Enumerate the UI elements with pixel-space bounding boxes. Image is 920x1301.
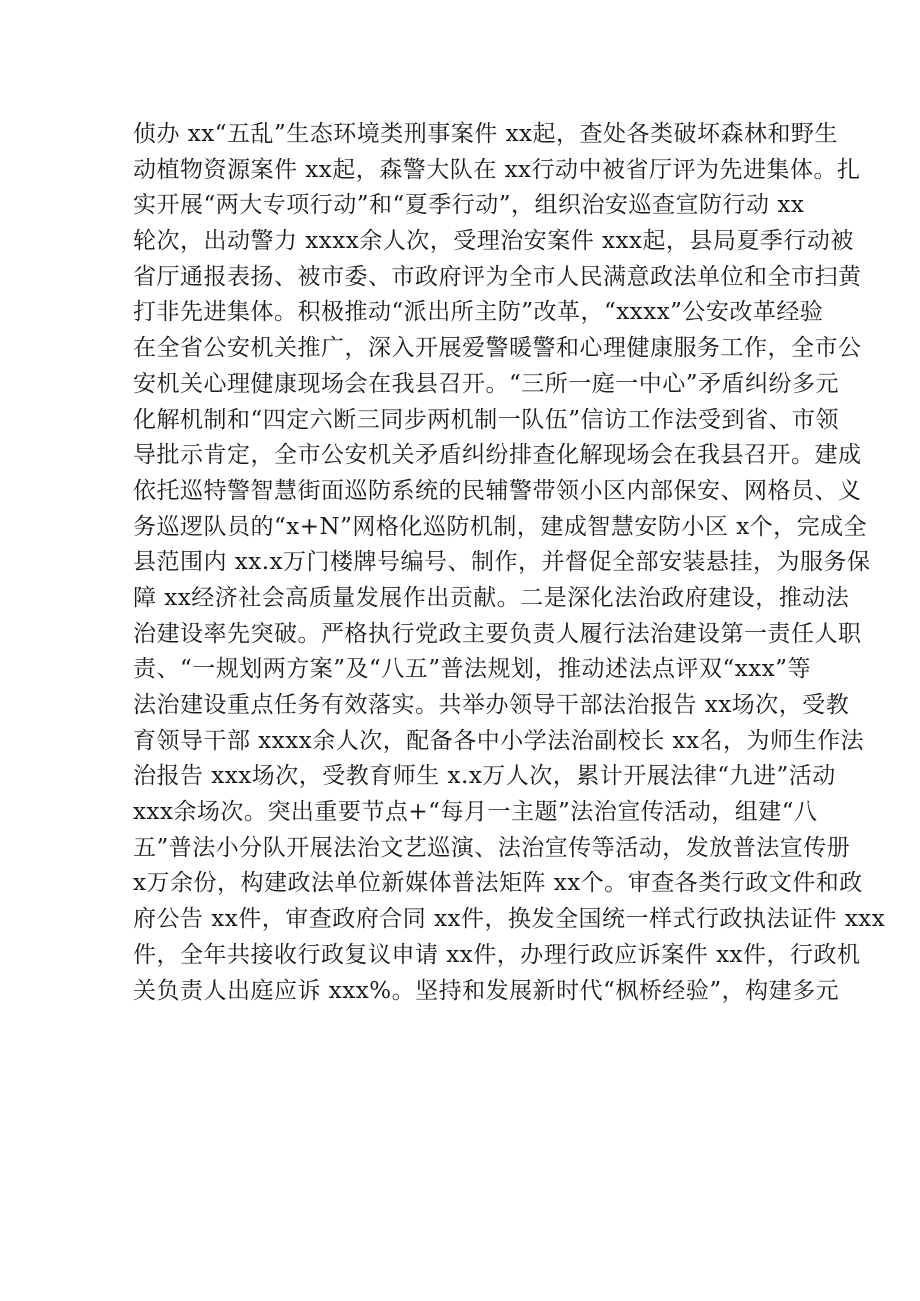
text-line: 法治建设重点任务有效落实。共举办领导干部法治报告 xx场次，受教 xyxy=(133,692,850,718)
body-paragraph xyxy=(133,117,886,1009)
text-line: 导批示肯定，全市公安机关矛盾纠纷排查化解现场会在我县召开。建成 xyxy=(133,442,862,469)
text-line: 责、“一规划两方案”及“八五”普法规划，推动述法点评双“xxx”等 xyxy=(133,656,811,683)
text-line: 障 xx经济社会高质量发展作出贡献。二是深化法治政府建设，推动法 xyxy=(133,584,850,611)
text-line: 实开展“两大专项行动”和“夏季行动”，组织治安巡查宣防行动 xx xyxy=(133,192,805,219)
text-line: 动植物资源案件 xx起，森警大队在 xx行动中被省厅评为先进集体。扎 xyxy=(133,156,861,183)
text-line: 安机关心理健康现场会在我县召开。“三所一庭一中心”矛盾纠纷多元 xyxy=(133,370,840,397)
text-line: 治报告 xxx场次，受教育师生 x.x万人次，累计开展法律“九进”活动 xyxy=(133,763,836,790)
text-line: 在全省公安机关推广，深入开展爱警暖警和心理健康服务工作，全市公 xyxy=(133,335,862,362)
text-line: 务巡逻队员的“x+N”网格化巡防机制，建成智慧安防小区 x个，完成全 xyxy=(133,513,868,540)
text-line: 轮次，出动警力 xxxx余人次，受理治安案件 xxx起，县局夏季行动被 xyxy=(133,228,854,255)
text-line: 化解机制和“四定六断三同步两机制一队伍”信访工作法受到省、市领 xyxy=(133,406,840,433)
text-line: 府公告 xx件，审查政府合同 xx件，换发全国统一样式行政执法证件 xxx xyxy=(133,906,886,933)
text-line: 省厅通报表扬、被市委、市政府评为全市人民满意政法单位和全市扫黄 xyxy=(133,263,862,290)
text-line: 五”普法小分队开展法治文艺巡演、法治宣传等活动，发放普法宣传册 xyxy=(133,834,851,861)
text-line: 县范围内 xx.x万门楼牌号编号、制作，并督促全部安装悬挂，为服务保 xyxy=(133,549,871,576)
text-line: 打非先进集体。积极推动“派出所主防”改革，“xxxx”公安改革经验 xyxy=(133,299,824,326)
text-line: 依托巡特警智慧街面巡防系统的民辅警带领小区内部保安、网格员、义 xyxy=(133,477,862,504)
text-line: 侦办 xx“五乱”生态环境类刑事案件 xx起，查处各类破坏森林和野生 xyxy=(133,121,839,147)
text-line: xxx余场次。突出重要节点+“每月一主题”法治宣传活动，组建“八 xyxy=(133,799,818,826)
text-line: x万余份，构建政法单位新媒体普法矩阵 xx个。审查各类行政文件和政 xyxy=(133,870,863,897)
text-line: 关负责人出庭应诉 xxx%。坚持和发展新时代“枫桥经验”，构建多元 xyxy=(133,977,840,1004)
text-line: 育领导干部 xxxx余人次，配备各中小学法治副校长 xx名，为师生作法 xyxy=(133,727,864,754)
text-line: 件，全年共接收行政复议申请 xx件，办理行政应诉案件 xx件，行政机 xyxy=(133,941,861,968)
text-line: 治建设率先突破。严格执行党政主要负责人履行法治建设第一责任人职 xyxy=(133,620,862,647)
